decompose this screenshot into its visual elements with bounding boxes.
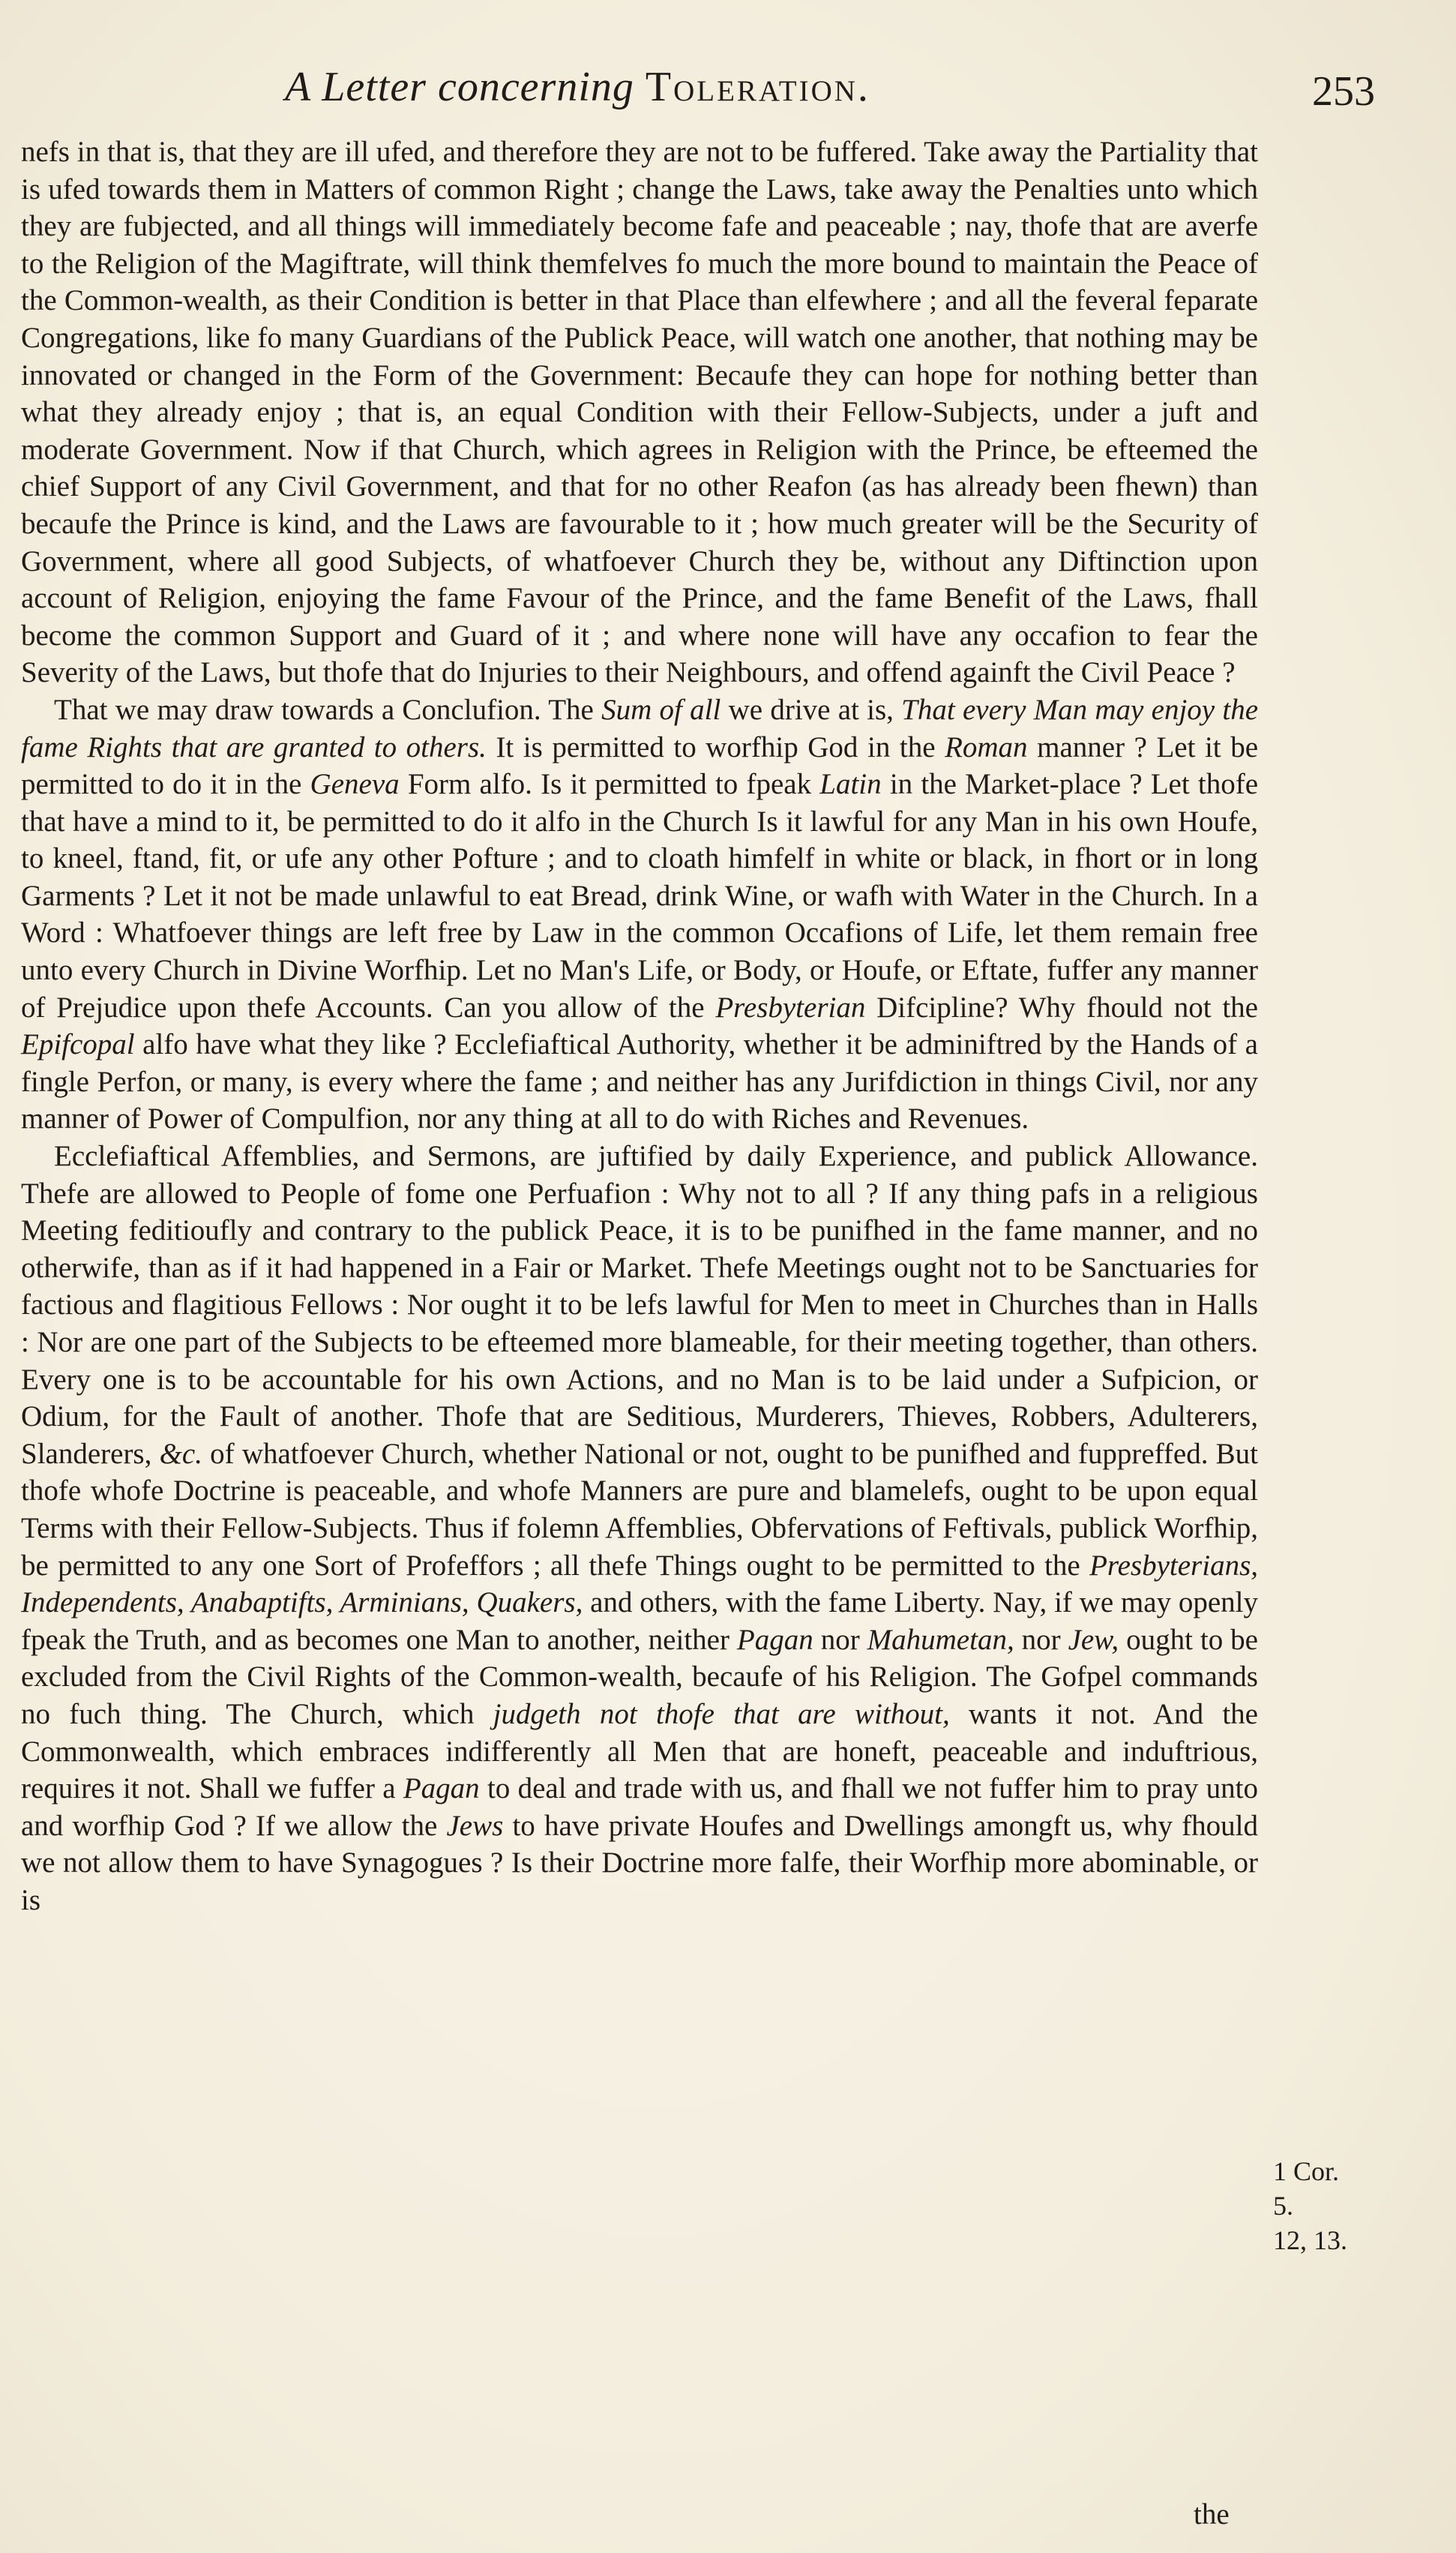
margin-note-line: 1 Cor. 5.: [1273, 2156, 1340, 2221]
text-run: manner ? Let it be permitted to do it in the: [21, 730, 1258, 801]
margin-note-line: 12, 13.: [1273, 2225, 1347, 2255]
italic-text: Mahumetan,: [867, 1623, 1014, 1656]
text-run: alfo have what they like ? Ecclefiaftical Authority, whether it be adminiftred by the Hands of a fingle Perfon, or many, is every where the fame ; and neither has any Jurifdiction in things Civil, nor any manner of Power of Compulfion, nor any thing at all to do with Riches and Revenues.: [21, 1028, 1258, 1136]
text-run: we drive at is,: [721, 693, 902, 726]
text-run: to deal and trade with us, and fhall we not fuffer him to pray unto and worfhip God ? If we allow the: [21, 1772, 1259, 1842]
text-run: That we may draw towards a Conclufion. The: [54, 693, 602, 726]
text-run: of whatfoever Church, whether National or not, ought to be punifhed and fuppreffed. But thofe whofe Doctrine is peaceable, and whofe Manners are pure and blamelefs, ought to be upon equal Terms with their Fellow-Subjects. Thus if folemn Affemblies, Obfervations of Feftivals, publick Worfhip, be permitted to any one Sort of Profeffors ; all thefe Things ought to be permitted to the: [21, 1437, 1259, 1582]
running-title-italic: A Letter concerning: [285, 64, 634, 110]
text-run: Ecclefiaftical Affemblies, and Sermons, are juftified by daily Experience, and publick Allowance. Thefe are allowed to People of fome one Perfuafion : Why not to all ? If any thing pafs in a religious Meeting feditioufly and contrary to the publick Peace, it is to be punifhed in the fame manner, and no otherwife, than as if it had happened in a Fair or Market. Thefe Meetings ought not to be Sanctuaries for factious and flagitious Fellows : Nor ought it to be lefs lawful for Men to meet in Churches than in Halls : Nor are one part of the Subjects to be efteemed more blameable, for their meeting together, than others. Every one is to be accountable for his own Actions, and no Man is to be laid under a Sufpicion, or Odium, for the Fault of another. Thofe that are Seditious, Murderers, Thieves, Robbers, Adulterers, Slanderers,: [21, 1140, 1258, 1470]
italic-text: judgeth not thofe that are without,: [493, 1697, 950, 1730]
text-run: ought to be excluded from the Civil Rights of the Common-wealth, becaufe of his Religion. The Gofpel commands no fuch thing. The Church, which: [21, 1623, 1258, 1730]
text-run: Difcipline? Why fhould not the: [865, 991, 1258, 1024]
italic-text: Jews: [446, 1809, 504, 1842]
text-run: nefs in that is, that they are ill ufed, and therefore they are not to be fuffered. Take away the Partiality that is ufed towards them in Matters of common Right ; change the Laws, take away the Penalties unto which they are fubjected, and all things will immediately become fafe and peaceable ; nay, thofe that are averfe to the Religion of the Magiftrate, will think themfelves fo much the more bound to maintain the Peace of the Common-wealth, as their Condition is better in that Place than elfewhere ; and all the feveral feparate Congregations, like fo many Guardians of the Publick Peace, will watch one another, that nothing may be innovated or changed in the Form of the Government: Becaufe they can hope for nothing better than what they already enjoy ; that is, an equal Condition with their Fellow-Subjects, under a juft and moderate Government. Now if that Church, which agrees in Religion with the Prince, be efteemed the chief Support of any Civil Government, and that for no other Reafon (as has already been fhewn) than becaufe the Prince is kind, and the Laws are favourable to it ; how much greater will be the Security of Government, where all good Subjects, of whatfoever Church they be, without any Diftinction upon account of Religion, enjoying the fame Favour of the Prince, and the fame Benefit of the Laws, fhall become the common Support and Guard of it ; and where none will have any occafion to fear the Severity of the Laws, but thofe that do Injuries to their Neighbours, and offend againft the Civil Peace ?: [21, 136, 1258, 689]
paragraph: [21, 1138, 1258, 1918]
catchword: the: [1194, 2498, 1230, 2530]
running-header: [0, 63, 1456, 130]
running-title-caps: Toleration.: [645, 64, 870, 110]
italic-text: Geneva: [310, 768, 400, 801]
text-run: and others, with the fame Liberty. Nay, if we may openly fpeak the Truth, and as becomes one Man to another, neither: [21, 1586, 1258, 1656]
italic-text: Presbyterians, Independents, Anabaptifts, Arminians, Quakers,: [21, 1549, 1258, 1619]
page-number: 253: [1312, 68, 1375, 115]
italic-text: Epifcopal: [21, 1028, 135, 1061]
text-run: nor: [1014, 1623, 1068, 1656]
italic-text: Sum of all: [601, 693, 721, 726]
italic-text: That every Man may enjoy the fame Rights that are granted to others.: [21, 693, 1259, 764]
italic-text: &c.: [159, 1437, 202, 1470]
text-run: It is permitted to worfhip God in the: [486, 730, 945, 764]
italic-text: Pagan: [403, 1772, 480, 1805]
italic-text: Latin: [819, 768, 882, 801]
paragraph: [21, 134, 1258, 692]
text-run: nor: [813, 1623, 867, 1656]
text-run: to have private Houfes and Dwellings amongft us, why fhould we not allow them to have Synagogues ? Is their Doctrine more falfe, their Worfhip more abominable, or is: [21, 1809, 1259, 1916]
paragraph: [21, 692, 1258, 1138]
text-run: wants it not. And the Commonwealth, which embraces indifferently all Men that are honeft, peaceable and induftrious, requires it not. Shall we fuffer a: [21, 1697, 1258, 1805]
italic-text: Roman: [945, 730, 1028, 764]
text-run: Form alfo. Is it permitted to fpeak: [399, 768, 820, 801]
italic-text: Presbyterian: [715, 991, 866, 1024]
margin-note: [1273, 2154, 1363, 2258]
text-run: in the Market-place ? Let thofe that have a mind to it, be permitted to do it alfo in the Church Is it lawful for any Man in his own Houfe, to kneel, ftand, fit, or ufe any other Pofture ; and to cloath himfelf in white or black, in fhort or in long Garments ? Let it not be made unlawful to eat Bread, drink Wine, or wafh with Water in the Church. In a Word : Whatfoever things are left free by Law in the common Occafions of Life, let them remain free unto every Church in Divine Worfhip. Let no Man's Life, or Body, or Houfe, or Eftate, fuffer any manner of Prejudice upon thefe Accounts. Can you allow of the: [21, 768, 1259, 1024]
body-text: [21, 134, 1258, 1919]
italic-text: Jew,: [1068, 1623, 1119, 1656]
italic-text: Pagan: [736, 1623, 813, 1656]
running-title: [285, 63, 870, 111]
